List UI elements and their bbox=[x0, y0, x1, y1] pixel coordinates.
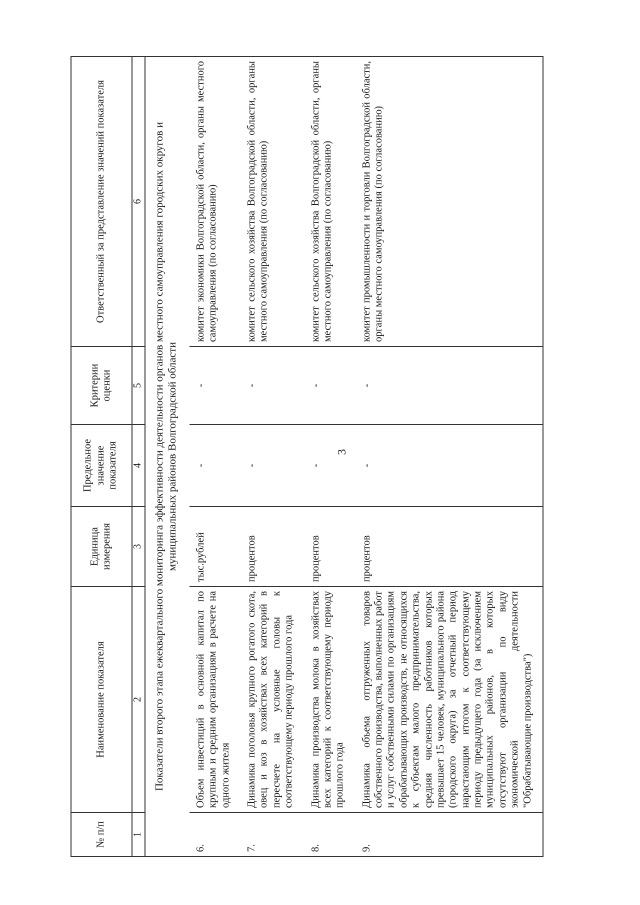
section-title-row bbox=[145, 57, 189, 857]
row-indicator-name: Объем инвестиций в основной капитал по крупным и средним организациям в расчете на одного жителя bbox=[189, 587, 240, 813]
row-limit-value: - bbox=[189, 425, 240, 507]
row-unit: процентов bbox=[304, 507, 355, 587]
table-row bbox=[304, 57, 355, 857]
table-row bbox=[189, 57, 240, 857]
row-criteria: - bbox=[304, 347, 355, 425]
row-indicator-name: Динамика объема отгруженных товаров собственного производства, выполненных работ и услуг собственными силами по организациям обрабатывающих производств, не относящихся к субъектам малого предпринимательства, средняя численность работников которых превышает 15 человек, муниципального района (городского округа) за отчетный период нарастающим итогом к соответствующему периоду предыдущего года (за исключением муниципальных районов, в которых отсутствуют организации по виду экономической деятельности "Обрабатывающие производства") bbox=[355, 587, 543, 813]
row-responsible: комитет экономики Волгоградской области, органы местного самоуправления (по согласованию) bbox=[189, 57, 240, 347]
header-number: № п/п bbox=[71, 813, 132, 857]
column-number: 4 bbox=[132, 425, 145, 507]
row-limit-value: - bbox=[355, 425, 543, 507]
row-number: 6. bbox=[189, 813, 240, 857]
row-unit: процентов bbox=[241, 507, 305, 587]
section-title: Показатели второго этапа ежеквартального мониторинга эффективности деятельности органов местного самоуправления городских округов и муниципальных районов Волгоградской области bbox=[145, 57, 189, 857]
column-numbers-row bbox=[132, 57, 145, 857]
column-number: 1 bbox=[132, 813, 145, 857]
row-indicator-name: Динамика поголовья крупного рогатого скота, овец и коз в хозяйствах всех категорий в пересчете на условные головы к соответствующему периоду прошлого года bbox=[241, 587, 305, 813]
row-limit-value: - bbox=[241, 425, 305, 507]
row-number: 7. bbox=[241, 813, 305, 857]
column-number: 5 bbox=[132, 347, 145, 425]
row-number: 8. bbox=[304, 813, 355, 857]
row-criteria: - bbox=[355, 347, 543, 425]
table-row bbox=[241, 57, 305, 857]
table-header-row bbox=[71, 57, 132, 857]
row-number: 9. bbox=[355, 813, 543, 857]
header-criteria: Критерии оценки bbox=[71, 347, 132, 425]
header-unit: Единица измерения bbox=[71, 507, 132, 587]
row-unit: процентов bbox=[355, 507, 543, 587]
rotated-page-content bbox=[71, 57, 596, 857]
row-limit-value: - bbox=[304, 425, 355, 507]
page-number: 3 bbox=[334, 449, 349, 455]
row-responsible: комитет сельского хозяйства Волгоградской области, органы местного самоуправления (по согласованию) bbox=[241, 57, 305, 347]
header-responsible: Ответственный за представление значений показателя bbox=[71, 57, 132, 347]
row-responsible: комитет сельского хозяйства Волгоградской области, органы местного самоуправления (по согласованию) bbox=[304, 57, 355, 347]
column-number: 3 bbox=[132, 507, 145, 587]
row-indicator-name: Динамика производства молока в хозяйствах всех категорий к соответствующему периоду прошлого года bbox=[304, 587, 355, 813]
column-number: 2 bbox=[132, 587, 145, 813]
row-responsible: комитет промышленности и торговли Волгоградской области, органы местного самоуправления (по согласованию) bbox=[355, 57, 543, 347]
header-indicator-name: Наименование показателя bbox=[71, 587, 132, 813]
row-criteria: - bbox=[241, 347, 305, 425]
row-criteria: - bbox=[189, 347, 240, 425]
header-limit-value: Предельное значение показателя bbox=[71, 425, 132, 507]
row-unit: тыс.рублей bbox=[189, 507, 240, 587]
indicators-table bbox=[71, 56, 544, 857]
table-row bbox=[355, 57, 543, 857]
column-number: 6 bbox=[132, 57, 145, 347]
